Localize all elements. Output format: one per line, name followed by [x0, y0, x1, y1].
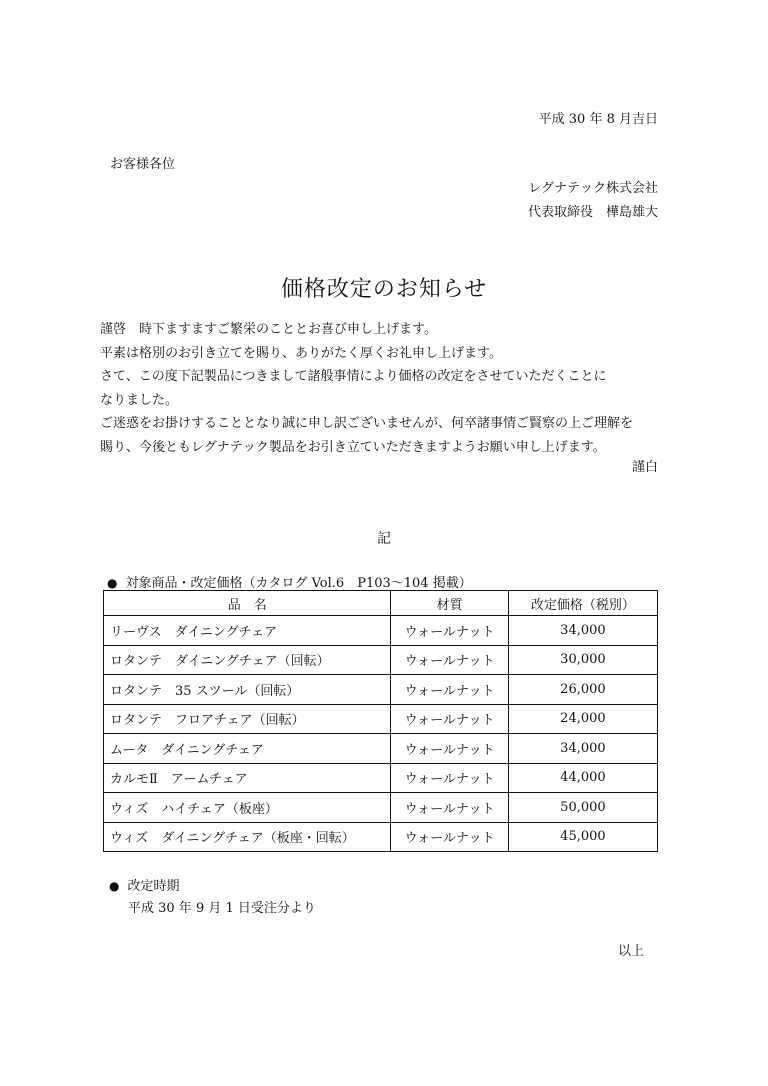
body-line: ご迷惑をお掛けすることとなり誠に申し訳ございませんが、何卒諸事情ご賢察の上ご理解を	[100, 416, 634, 431]
company-name: レグナテック株式会社	[528, 181, 658, 196]
body-line: 平素は格別のお引き立てを賜り、ありがたく厚くお礼申し上げます。	[100, 345, 502, 361]
letter-body	[100, 318, 660, 459]
body-line: なりました。	[100, 392, 179, 408]
product-name: ウィズ ハイチェア（板座）	[104, 793, 391, 823]
recipient: お客様各位	[110, 157, 176, 172]
product-material: ウォールナット	[391, 822, 508, 852]
notes-heading: 記	[377, 531, 391, 547]
product-name: カルモⅡ アームチェア	[104, 763, 391, 793]
product-material: ウォールナット	[391, 645, 508, 675]
table-row	[104, 704, 658, 734]
table-row	[104, 763, 658, 793]
header-price: 改定価格（税別）	[508, 591, 657, 616]
body-line: 賜り、今後ともレグナテック製品をお引き立ていただきますようお願い申し上げます。	[100, 439, 606, 455]
product-material: ウォールナット	[391, 675, 508, 705]
header-material: 材質	[391, 591, 508, 616]
table-header-row	[104, 591, 658, 616]
product-material: ウォールナット	[391, 793, 508, 823]
end-mark: 以上	[617, 944, 644, 959]
table-row	[104, 822, 658, 852]
representative: 代表取締役 樺島雄大	[527, 205, 658, 220]
table-row	[104, 734, 658, 764]
product-material: ウォールナット	[391, 734, 508, 764]
section-effective-label: 改定時期	[127, 879, 180, 894]
product-material: ウォールナット	[391, 763, 508, 793]
section-products-label: 対象商品・改定価格（カタログ Vol.6 P103～104 掲載）	[125, 576, 472, 591]
product-name: ウィズ ダイニングチェア（板座・回転）	[104, 822, 391, 852]
product-material: ウォールナット	[391, 704, 508, 734]
section-effective-heading	[109, 875, 180, 894]
effective-date: 平成 30 年 9 月 1 日受注分より	[128, 901, 316, 916]
product-price: 50,000	[508, 793, 657, 823]
price-table	[103, 590, 658, 852]
product-name: ロタンテ 35 スツール（回転）	[104, 675, 391, 705]
product-name: ムータ ダイニングチェア	[104, 734, 391, 764]
product-price: 44,000	[508, 763, 657, 793]
product-price: 30,000	[508, 645, 657, 675]
product-price: 45,000	[508, 822, 657, 852]
body-line: さて、この度下記製品につきまして諸般事情により価格の改定をさせていただくことに	[100, 369, 607, 384]
page-title: 価格改定のお知らせ	[280, 277, 488, 302]
bullet-icon: ●	[109, 879, 120, 893]
product-name: ロタンテ フロアチェア（回転）	[104, 704, 391, 734]
table-row	[104, 675, 658, 705]
document-date: 平成 30 年 8 月吉日	[538, 112, 658, 127]
table-row	[104, 645, 658, 675]
product-price: 26,000	[508, 675, 657, 705]
product-price: 24,000	[508, 704, 657, 734]
bullet-icon: ●	[107, 576, 118, 590]
product-price: 34,000	[508, 616, 657, 646]
table-row	[104, 616, 658, 646]
header-name: 品 名	[104, 591, 391, 616]
product-material: ウォールナット	[391, 616, 508, 646]
table-row	[104, 793, 658, 823]
product-price: 34,000	[508, 734, 657, 764]
section-products-heading	[107, 572, 472, 591]
product-name: リーヴス ダイニングチェア	[104, 616, 391, 646]
product-name: ロタンテ ダイニングチェア（回転）	[104, 645, 391, 675]
closing-word: 謹白	[631, 460, 658, 475]
body-line: 謹啓 時下ますますご繁栄のこととお喜び申し上げます。	[100, 322, 437, 337]
